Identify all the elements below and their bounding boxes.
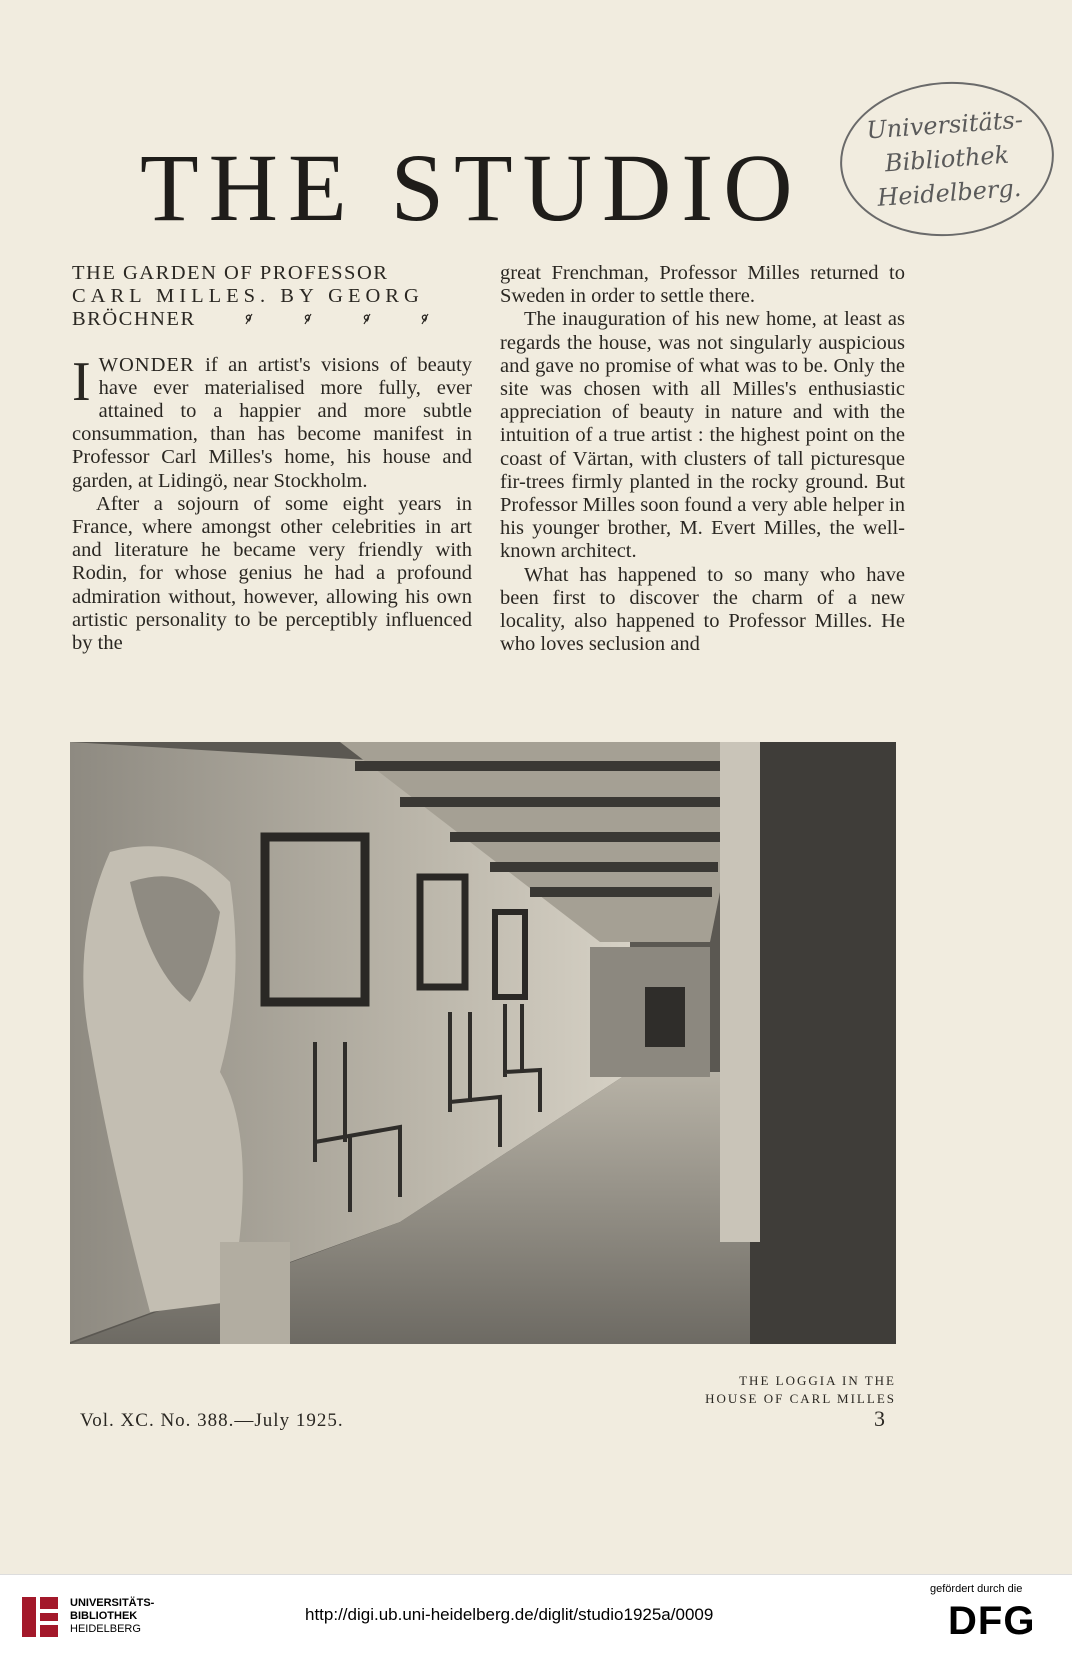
paragraph-1-lead: WONDER — [98, 353, 195, 376]
paragraph-4: The inauguration of his new home, at least as regards the house, was not singularly auspicious and gave no promise of what was to be. Only the site was chosen with all Milles's enthusiastic appreciation of beauty in nature and with the intuition of a true artist : the highest point on the coast of Värtan, with clusters of tall picturesque fir-trees firmly planted in the rocky ground. But Professor Milles soon found a very able helper in his younger brother, M. Evert Milles, the well-known architect. — [500, 308, 905, 563]
paragraph-1 — [72, 350, 472, 493]
article-title-line-2: CARL MILLES. BY GEORG — [72, 285, 424, 308]
library-stamp — [835, 75, 1059, 244]
viewer-footer — [0, 1574, 1072, 1659]
leaf-ornament-icon — [362, 308, 372, 320]
paragraph-3: great Frenchman, Professor Milles returned to Sweden in order to settle there. — [500, 262, 905, 308]
text-column-left — [72, 262, 472, 655]
library-name-line-2: BIBLIOTHEK — [70, 1610, 138, 1622]
leaf-ornament-icon — [303, 308, 313, 320]
university-library-logo-icon[interactable] — [18, 1593, 62, 1639]
dfg-logo[interactable]: DFG — [948, 1599, 1036, 1643]
leaf-ornament-icon — [244, 308, 254, 320]
caption-line-1: THE LOGGIA IN THE — [739, 1373, 896, 1388]
text-column-right — [500, 262, 905, 656]
page-number: 3 — [874, 1406, 885, 1431]
library-name-line-3: HEIDELBERG — [70, 1623, 141, 1635]
article-title-line-1: THE GARDEN OF PROFESSOR — [72, 262, 389, 284]
drop-cap: I — [72, 350, 91, 413]
volume-folio: Vol. XC. No. 388.—July 1925. — [80, 1410, 344, 1431]
permalink-url[interactable]: http://digi.ub.uni-heidelberg.de/diglit/studio1925a/0009 — [305, 1605, 714, 1624]
photo-caption — [700, 1372, 896, 1408]
paragraph-1-text: if an artist's visions of beauty have ever materialised more fully, ever attained to a happier and more subtle consummation, than has become manifest in Professor Carl Milles's home, his house and garden, at Lidingö, near Stockholm. — [72, 353, 472, 492]
caption-line-2: HOUSE OF CARL MILLES — [705, 1391, 896, 1406]
stamp-line-1: Universitäts- — [865, 105, 1024, 145]
library-name[interactable] — [70, 1597, 154, 1636]
paragraph-5: What has happened to so many who have been first to discover the charm of a new locality, also happened to Professor Milles. He who loves seclusion and — [500, 563, 905, 656]
stamp-line-2: Bibliothek — [884, 140, 1010, 178]
funding-note: gefördert durch die — [930, 1583, 1023, 1595]
leaf-ornament-icon — [420, 308, 430, 320]
stamp-line-3: Heidelberg. — [876, 173, 1023, 212]
paragraph-2: After a sojourn of some eight years in France, where amongst other celebrities in art and literature he became very friendly with Rodin, for whose genius he had a profound admiration without, however, allowing his own artistic personality to be perceptibly influenced by the — [72, 492, 472, 655]
masthead-title: THE STUDIO — [140, 134, 803, 241]
article-title — [72, 262, 472, 332]
loggia-photograph — [70, 742, 896, 1344]
library-name-line-1: UNIVERSITÄTS- — [70, 1597, 155, 1609]
article-title-line-3: BRÖCHNER — [72, 308, 196, 331]
